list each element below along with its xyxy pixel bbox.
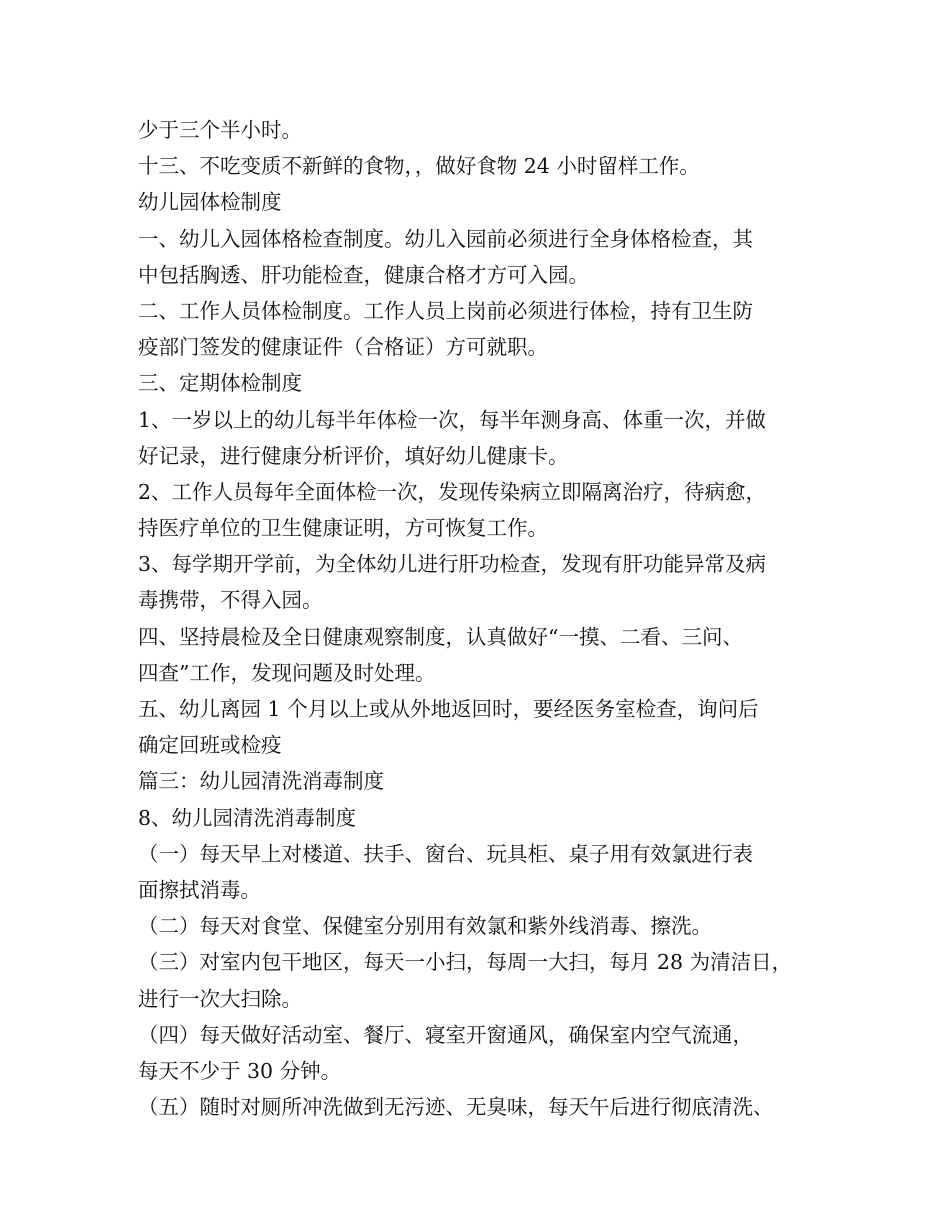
section-heading: 幼儿园体检制度 [138, 190, 282, 215]
text-line: 1、一岁以上的幼儿每半年体检一次，每半年测身高、体重一次，并做 [138, 407, 767, 432]
text-line: 疫部门签发的健康证件（合格证）方可就职。 [138, 335, 548, 360]
text-line: （四）每天做好活动室、餐厅、寝室开窗通风，确保室内空气流通， [138, 1022, 753, 1047]
text-line: 四、坚持晨检及全日健康观察制度，认真做好“一摸、二看、三问、 [138, 624, 743, 649]
text-line: 四查”工作，发现问题及时处理。 [138, 660, 436, 685]
text-line: 毒携带，不得入园。 [138, 588, 323, 613]
text-line: 确定回班或检疫 [138, 733, 282, 758]
text-line: 三、定期体检制度 [138, 371, 302, 396]
text-line: 2、工作人员每年全面体检一次，发现传染病立即隔离治疗，待病愈， [138, 479, 767, 504]
text-line: 十三、不吃变质不新鲜的食物，，做好食物 24 小时留样工作。 [138, 154, 700, 179]
text-line: （一）每天早上对楼道、扶手、窗台、玩具柜、桌子用有效氯进行表 [138, 841, 753, 866]
text-line: （三）对室内包干地区，每天一小扫，每周一大扫，每月 28 为清洁日， [138, 950, 793, 975]
text-line: （二）每天对食堂、保健室分别用有效氯和紫外线消毒、擦洗。 [138, 914, 712, 939]
text-line: 二、工作人员体检制度。工作人员上岗前必须进行体检，持有卫生防 [138, 298, 753, 323]
section-heading: 8、幼儿园清洗消毒制度 [138, 805, 357, 830]
text-line: 好记录，进行健康分析评价，填好幼儿健康卡。 [138, 443, 569, 468]
text-line: 五、幼儿离园 1 个月以上或从外地返回时，要经医务室检查，询问后 [138, 697, 759, 721]
section-heading: 篇三：幼儿园清洗消毒制度 [138, 769, 384, 794]
text-line: 面擦拭消毒。 [138, 877, 261, 902]
text-line: 中包括胸透、肝功能检查，健康合格才方可入园。 [138, 262, 589, 287]
text-line: （五）随时对厕所冲洗做到无污迹、无臭味，每天午后进行彻底清洗、 [138, 1095, 774, 1120]
text-line: 持医疗单位的卫生健康证明，方可恢复工作。 [138, 516, 548, 541]
text-line: 一、幼儿入园体格检查制度。幼儿入园前必须进行全身体格检查，其 [138, 226, 753, 251]
document-body [138, 112, 828, 1125]
text-line: 少于三个半小时。 [138, 118, 302, 142]
text-line: 每天不少于 30 分钟。 [138, 1058, 342, 1083]
text-line: 进行一次大扫除。 [138, 986, 302, 1011]
text-line: 3、每学期开学前，为全体幼儿进行肝功检查，发现有肝功能异常及病 [138, 552, 767, 577]
